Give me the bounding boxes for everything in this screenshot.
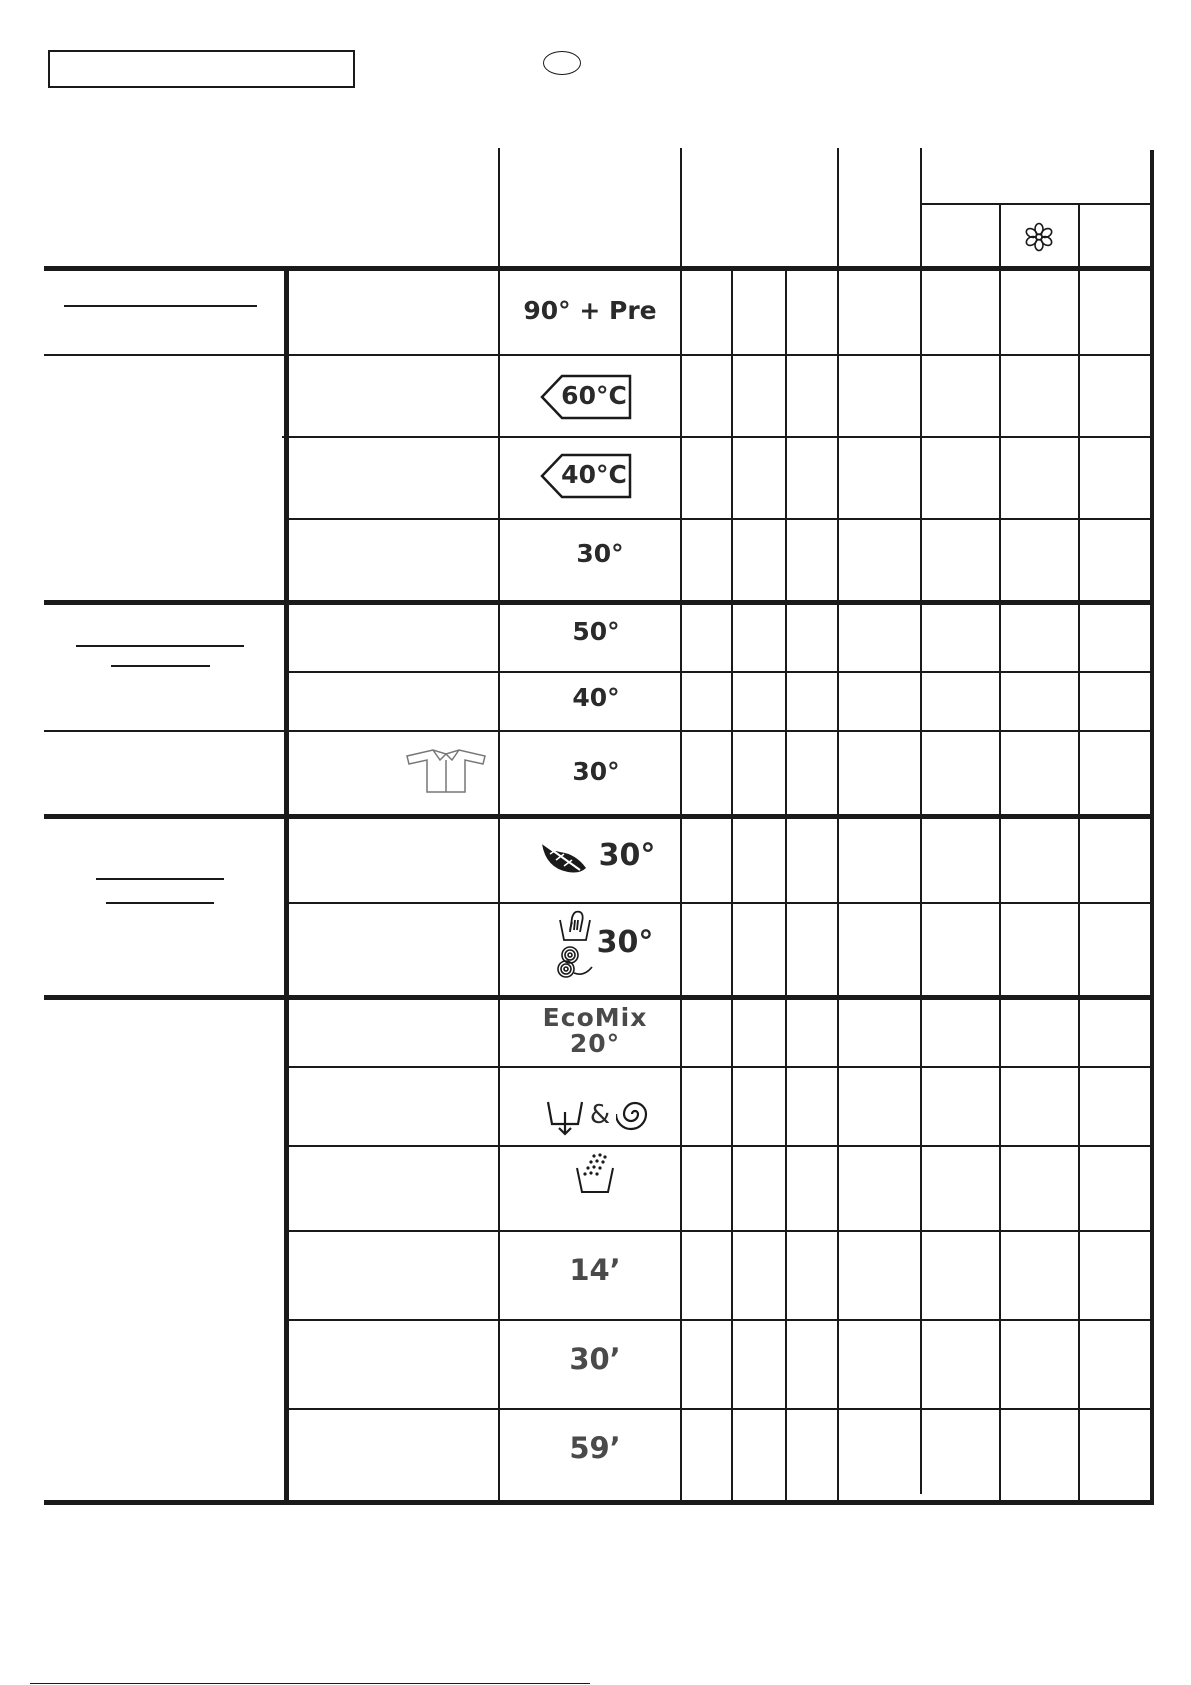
category-label-line [64, 305, 257, 307]
flower-icon [1024, 222, 1054, 252]
category-label-line [106, 902, 214, 904]
handwash-icon [558, 908, 594, 944]
program-label: 90° + Pre [523, 296, 657, 325]
col-divider-7 [1078, 203, 1080, 1503]
row-divider [289, 518, 1152, 520]
program-label: 30° [572, 757, 620, 786]
category-divider [284, 268, 289, 1503]
category-label-line [96, 878, 224, 880]
col-divider-symbol-right [680, 148, 682, 1502]
row-divider [289, 1319, 1152, 1321]
col-divider-4 [837, 148, 839, 1502]
header-bottom-border [44, 266, 1154, 271]
table-right-border [1150, 150, 1154, 1503]
row-divider [289, 1230, 1152, 1232]
col-divider-6 [999, 203, 1001, 1503]
language-badge [543, 51, 581, 75]
row-divider [289, 1408, 1152, 1410]
table-bottom-border [44, 1500, 1154, 1505]
program-label: 30° [576, 539, 624, 568]
shirt-icon [405, 748, 487, 794]
spin-subheader-line [920, 203, 1152, 205]
program-label: 59’ [569, 1431, 621, 1465]
row-divider [44, 354, 1152, 356]
program-label: 60°C [561, 381, 627, 410]
col-divider-5 [920, 148, 922, 1494]
program-label: 30° [598, 838, 656, 873]
ecomix-line1: EcoMix [542, 1003, 648, 1032]
ecomix-label [530, 1005, 660, 1057]
ampersand: & [589, 1100, 611, 1130]
category-label-line [111, 665, 210, 667]
footer-line [30, 1683, 590, 1684]
row-divider [289, 1145, 1152, 1147]
program-label: 30° [596, 925, 654, 960]
category-label-line [76, 645, 244, 647]
program-label: 14’ [569, 1253, 621, 1287]
row-divider [289, 902, 1152, 904]
feather-icon [536, 838, 588, 878]
program-label: 40°C [561, 460, 627, 489]
group-divider-2 [44, 600, 1154, 605]
program-label: 40° [572, 683, 620, 712]
drain-icon [546, 1098, 584, 1136]
spin-icon [616, 1095, 654, 1133]
rinse-icon [574, 1152, 616, 1196]
title-box [48, 50, 355, 88]
program-label: 50° [572, 617, 620, 646]
row-divider [282, 436, 1152, 438]
col-divider-3 [785, 268, 787, 1502]
col-divider-symbol-left [498, 148, 500, 1502]
row-divider [44, 730, 1152, 732]
group-divider-3 [44, 814, 1154, 819]
row-divider [289, 1066, 1152, 1068]
program-label: 30’ [569, 1342, 621, 1376]
col-divider-2 [731, 268, 733, 1502]
group-divider-4 [44, 995, 1154, 1000]
ecomix-line2: 20° [569, 1029, 621, 1058]
row-divider [289, 671, 1152, 673]
